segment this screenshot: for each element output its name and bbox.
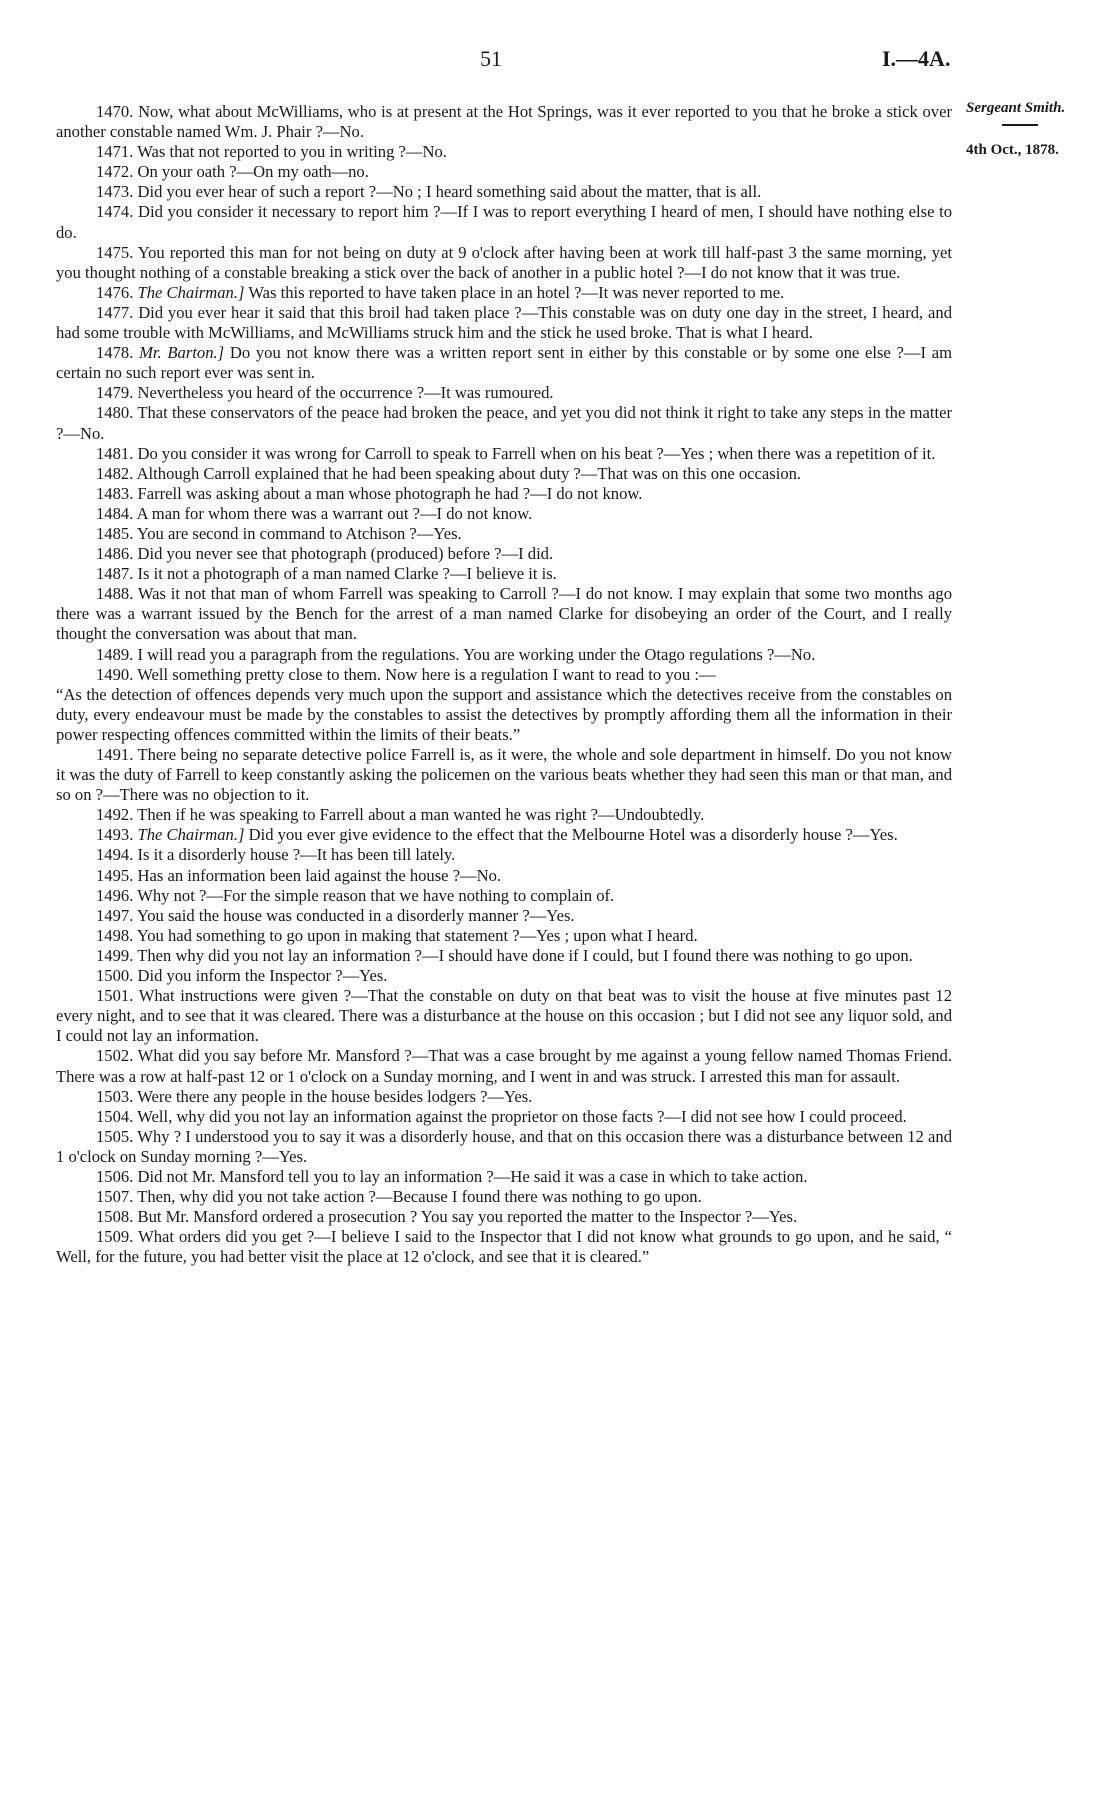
paragraph-text: You are second in command to Atchison ?—Yes. [136,523,462,543]
question-number: 1472. [96,162,134,182]
paragraph-text: Well, why did you not lay an information against the proprietor on those facts ?—I did not see how I could proceed. [137,1106,907,1126]
question-number: 1503. [96,1086,134,1106]
question-answer-paragraph [56,484,952,504]
question-number: 1507. [96,1187,134,1207]
question-answer-paragraph [56,343,952,383]
question-answer-paragraph [56,745,952,805]
question-number: 1480. [96,403,134,423]
question-number: 1494. [96,845,134,865]
speaker-label: The Chairman.] [137,825,245,845]
paragraph-text: Did not Mr. Mansford tell you to lay an information ?—He said it was a case in which to take action. [137,1166,808,1186]
paragraph-text: Nevertheless you heard of the occurrence ?—It was rumoured. [137,383,554,403]
question-answer-paragraph [56,1046,952,1086]
paragraph-text: That these conservators of the peace had broken the peace, and yet you did not think it right to take any steps in the matter ?—No. [56,403,952,443]
speaker-label: Mr. Barton.] [139,343,225,363]
question-number: 1492. [96,805,134,825]
question-number: 1505. [96,1126,134,1146]
question-answer-paragraph [56,584,952,644]
paragraph-text: Why ? I understood you to say it was a disorderly house, and that on this occasion there was a disturbance between 12 and 1 o'clock on Sunday morning ?—Yes. [56,1126,952,1166]
question-number: 1484. [96,503,134,523]
question-number: 1486. [96,544,134,564]
paragraph-text: Was that not reported to you in writing ?—No. [137,142,447,162]
paragraph-text: Was it not that man of whom Farrell was speaking to Carroll ?—I do not know. I may explain that some two months ago there was a warrant issued by the Bench for the arrest of a man named Clarke for disobeying an order of the Court, and I really thought the conversation was about that man. [56,584,952,644]
question-answer-paragraph [56,564,952,584]
question-number: 1508. [96,1207,134,1227]
question-number: 1470. [96,102,134,121]
question-answer-paragraph [56,464,952,484]
question-answer-paragraph [56,1187,952,1207]
question-number: 1504. [96,1106,134,1126]
question-number: 1491. [96,745,134,764]
question-answer-paragraph [56,1227,952,1267]
question-number: 1471. [96,142,134,162]
paragraph-text: Farrell was asking about a man whose photograph he had ?—I do not know. [137,483,643,503]
margin-rule [1002,124,1038,126]
paragraph-text: You had something to go upon in making that statement ?—Yes ; upon what I heard. [136,925,698,945]
paragraph-text: Is it a disorderly house ?—It has been till lately. [137,845,456,865]
question-number: 1475. [96,242,134,262]
question-number: 1482. [96,463,134,483]
page-number: 51 [480,46,502,71]
question-answer-paragraph [56,403,952,443]
question-number: 1474. [96,202,134,222]
question-number: 1477. [96,302,134,322]
question-answer-paragraph [56,383,952,403]
question-number: 1499. [96,945,134,965]
paragraph-text: Did you consider it necessary to report him ?—If I was to report everything I heard of men, I should have nothing else to do. [56,202,952,242]
question-answer-paragraph [56,182,952,202]
question-answer-paragraph [56,946,952,966]
paragraph-text: Did you inform the Inspector ?—Yes. [137,966,388,986]
question-answer-paragraph [56,283,952,303]
paragraph-text: Do you consider it was wrong for Carroll to speak to Farrell when on his beat ?—Yes ; when there was a repetition of it. [137,443,936,463]
paragraph-text: Do you not know there was a written report sent in either by this constable or by some one else ?—I am certain no such report ever was sent in. [56,343,952,383]
question-number: 1506. [96,1166,134,1186]
question-answer-paragraph [56,243,952,283]
question-answer-paragraph [56,444,952,464]
question-answer-paragraph [56,202,952,242]
question-number: 1497. [96,905,134,925]
paragraph-text: “As the detection of offences depends very much upon the support and assistance which the detectives receive from the constables on duty, every endeavour must be made by the constables to assist the detectives by promptly affording them all the information in their power respecting offences committed within the limits of their beats.” [56,684,952,744]
paragraph-text: Then why did you not lay an information ?—I should have done if I could, but I found there was nothing to go upon. [137,945,913,965]
paragraph-text: Is it not a photograph of a man named Clarke ?—I believe it is. [137,564,557,584]
question-number: 1478. [96,343,134,363]
paragraph-text: Did you ever hear of such a report ?—No ; I heard something said about the matter, that is all. [137,182,762,202]
paragraph-text: Now, what about McWilliams, who is at present at the Hot Springs, was it ever reported to you that he broke a stick over another constable named Wm. J. Phair ?—No. [56,102,952,142]
question-answer-paragraph [56,845,952,865]
question-answer-paragraph [56,926,952,946]
paragraph-text: But Mr. Mansford ordered a prosecution ? You say you reported the matter to the Inspector ?—Yes. [137,1207,798,1227]
question-answer-paragraph [56,524,952,544]
question-answer-paragraph [56,1167,952,1187]
quoted-regulation [56,685,952,745]
paragraph-text: Did you ever hear it said that this broil had taken place ?—This constable was on duty one day in the street, I heard, and had some trouble with McWilliams, and McWilliams struck him and the stick he used broke. That is what I heard. [56,302,952,343]
question-answer-paragraph [56,102,952,142]
question-number: 1490. [96,664,134,684]
paragraph-text: Has an information been laid against the house ?—No. [137,865,502,885]
question-answer-paragraph [56,544,952,564]
paragraph-text: Why not ?—For the simple reason that we have nothing to complain of. [137,885,615,905]
page-header [0,46,1114,76]
question-answer-paragraph [56,966,952,986]
paragraph-text: Did you ever give evidence to the effect that the Melbourne Hotel was a disorderly house ?—Yes. [248,825,898,845]
paragraph-text: Were there any people in the house besides lodgers ?—Yes. [137,1086,533,1106]
question-number: 1485. [96,523,134,543]
question-answer-paragraph [56,906,952,926]
question-answer-paragraph [56,825,952,845]
question-number: 1473. [96,182,134,202]
testimony-body [56,102,952,1267]
question-answer-paragraph [56,1207,952,1227]
paragraph-text: Although Carroll explained that he had been speaking about duty ?—That was on this one occasion. [136,463,802,483]
paragraph-text: Well something pretty close to them. Now here is a regulation I want to read to you :— [137,664,716,684]
question-answer-paragraph [56,645,952,665]
question-number: 1502. [96,1046,134,1066]
question-number: 1481. [96,443,134,463]
question-number: 1500. [96,966,134,986]
paragraph-text: What did you say before Mr. Mansford ?—That was a case brought by me against a young fellow named Thomas Friend. There was a row at half-past 12 or 1 o'clock on a Sunday morning, and I went in and was struck. I arrested this man for assault. [56,1046,952,1086]
paragraph-text: You said the house was conducted in a disorderly manner ?—Yes. [136,905,575,925]
paragraph-text: There being no separate detective police Farrell is, as it were, the whole and sole department in himself. Do you not know it was the duty of Farrell to keep constantly asking the policemen on the various beats whether they had seen this man or that man, and so on ?—There was no objection to it. [56,745,952,805]
question-answer-paragraph [56,162,952,182]
question-answer-paragraph [56,142,952,162]
question-number: 1476. [96,282,134,302]
question-number: 1509. [96,1227,134,1247]
question-answer-paragraph [56,1127,952,1167]
paragraph-text: On your oath ?—On my oath—no. [137,162,369,182]
question-answer-paragraph [56,866,952,886]
document-reference: I.—4A. [882,46,951,71]
question-answer-paragraph [56,303,952,343]
paragraph-text: I will read you a paragraph from the regulations. You are working under the Otago regulations ?—No. [137,644,816,664]
paragraph-text: Then, why did you not take action ?—Because I found there was nothing to go upon. [137,1187,702,1207]
margin-witness-name: Sergeant Smith. [966,100,1066,116]
paragraph-text: What orders did you get ?—I believe I said to the Inspector that I did not know what grounds to go upon, and he said, “ Well, for the future, you had better visit the place at 12 o'clock, and see that it is cleared.” [56,1227,952,1267]
question-answer-paragraph [56,886,952,906]
question-answer-paragraph [56,1087,952,1107]
speaker-label: The Chairman.] [137,282,245,302]
question-answer-paragraph [56,665,952,685]
question-number: 1488. [96,584,134,604]
paragraph-text: Did you never see that photograph (produced) before ?—I did. [137,544,554,564]
question-answer-paragraph [56,1107,952,1127]
question-number: 1487. [96,564,134,584]
question-number: 1495. [96,865,134,885]
paragraph-text: Was this reported to have taken place in an hotel ?—It was never reported to me. [248,282,785,302]
margin-date: 4th Oct., 1878. [966,142,1059,158]
question-answer-paragraph [56,805,952,825]
question-number: 1493. [96,825,134,845]
question-number: 1483. [96,483,134,503]
question-answer-paragraph [56,986,952,1046]
question-number: 1489. [96,644,134,664]
question-number: 1496. [96,885,134,905]
question-number: 1498. [96,925,134,945]
question-number: 1501. [96,986,134,1006]
question-number: 1479. [96,383,134,403]
question-answer-paragraph [56,504,952,524]
paragraph-text: A man for whom there was a warrant out ?—I do not know. [136,503,533,523]
paragraph-text: Then if he was speaking to Farrell about a man wanted he was right ?—Undoubtedly. [137,805,705,825]
paragraph-text: You reported this man for not being on duty at 9 o'clock after having been at work till half-past 3 the same morning, yet you thought nothing of a constable breaking a stick over the back of another in a public hotel ?—I do not know that it was true. [56,242,952,282]
paragraph-text: What instructions were given ?—That the constable on duty on that beat was to visit the house at five minutes past 12 every night, and to see that it was cleared. There was a disturbance at the house on this occasion ; but I did not see any liquor sold, and I could not lay an information. [56,986,952,1046]
